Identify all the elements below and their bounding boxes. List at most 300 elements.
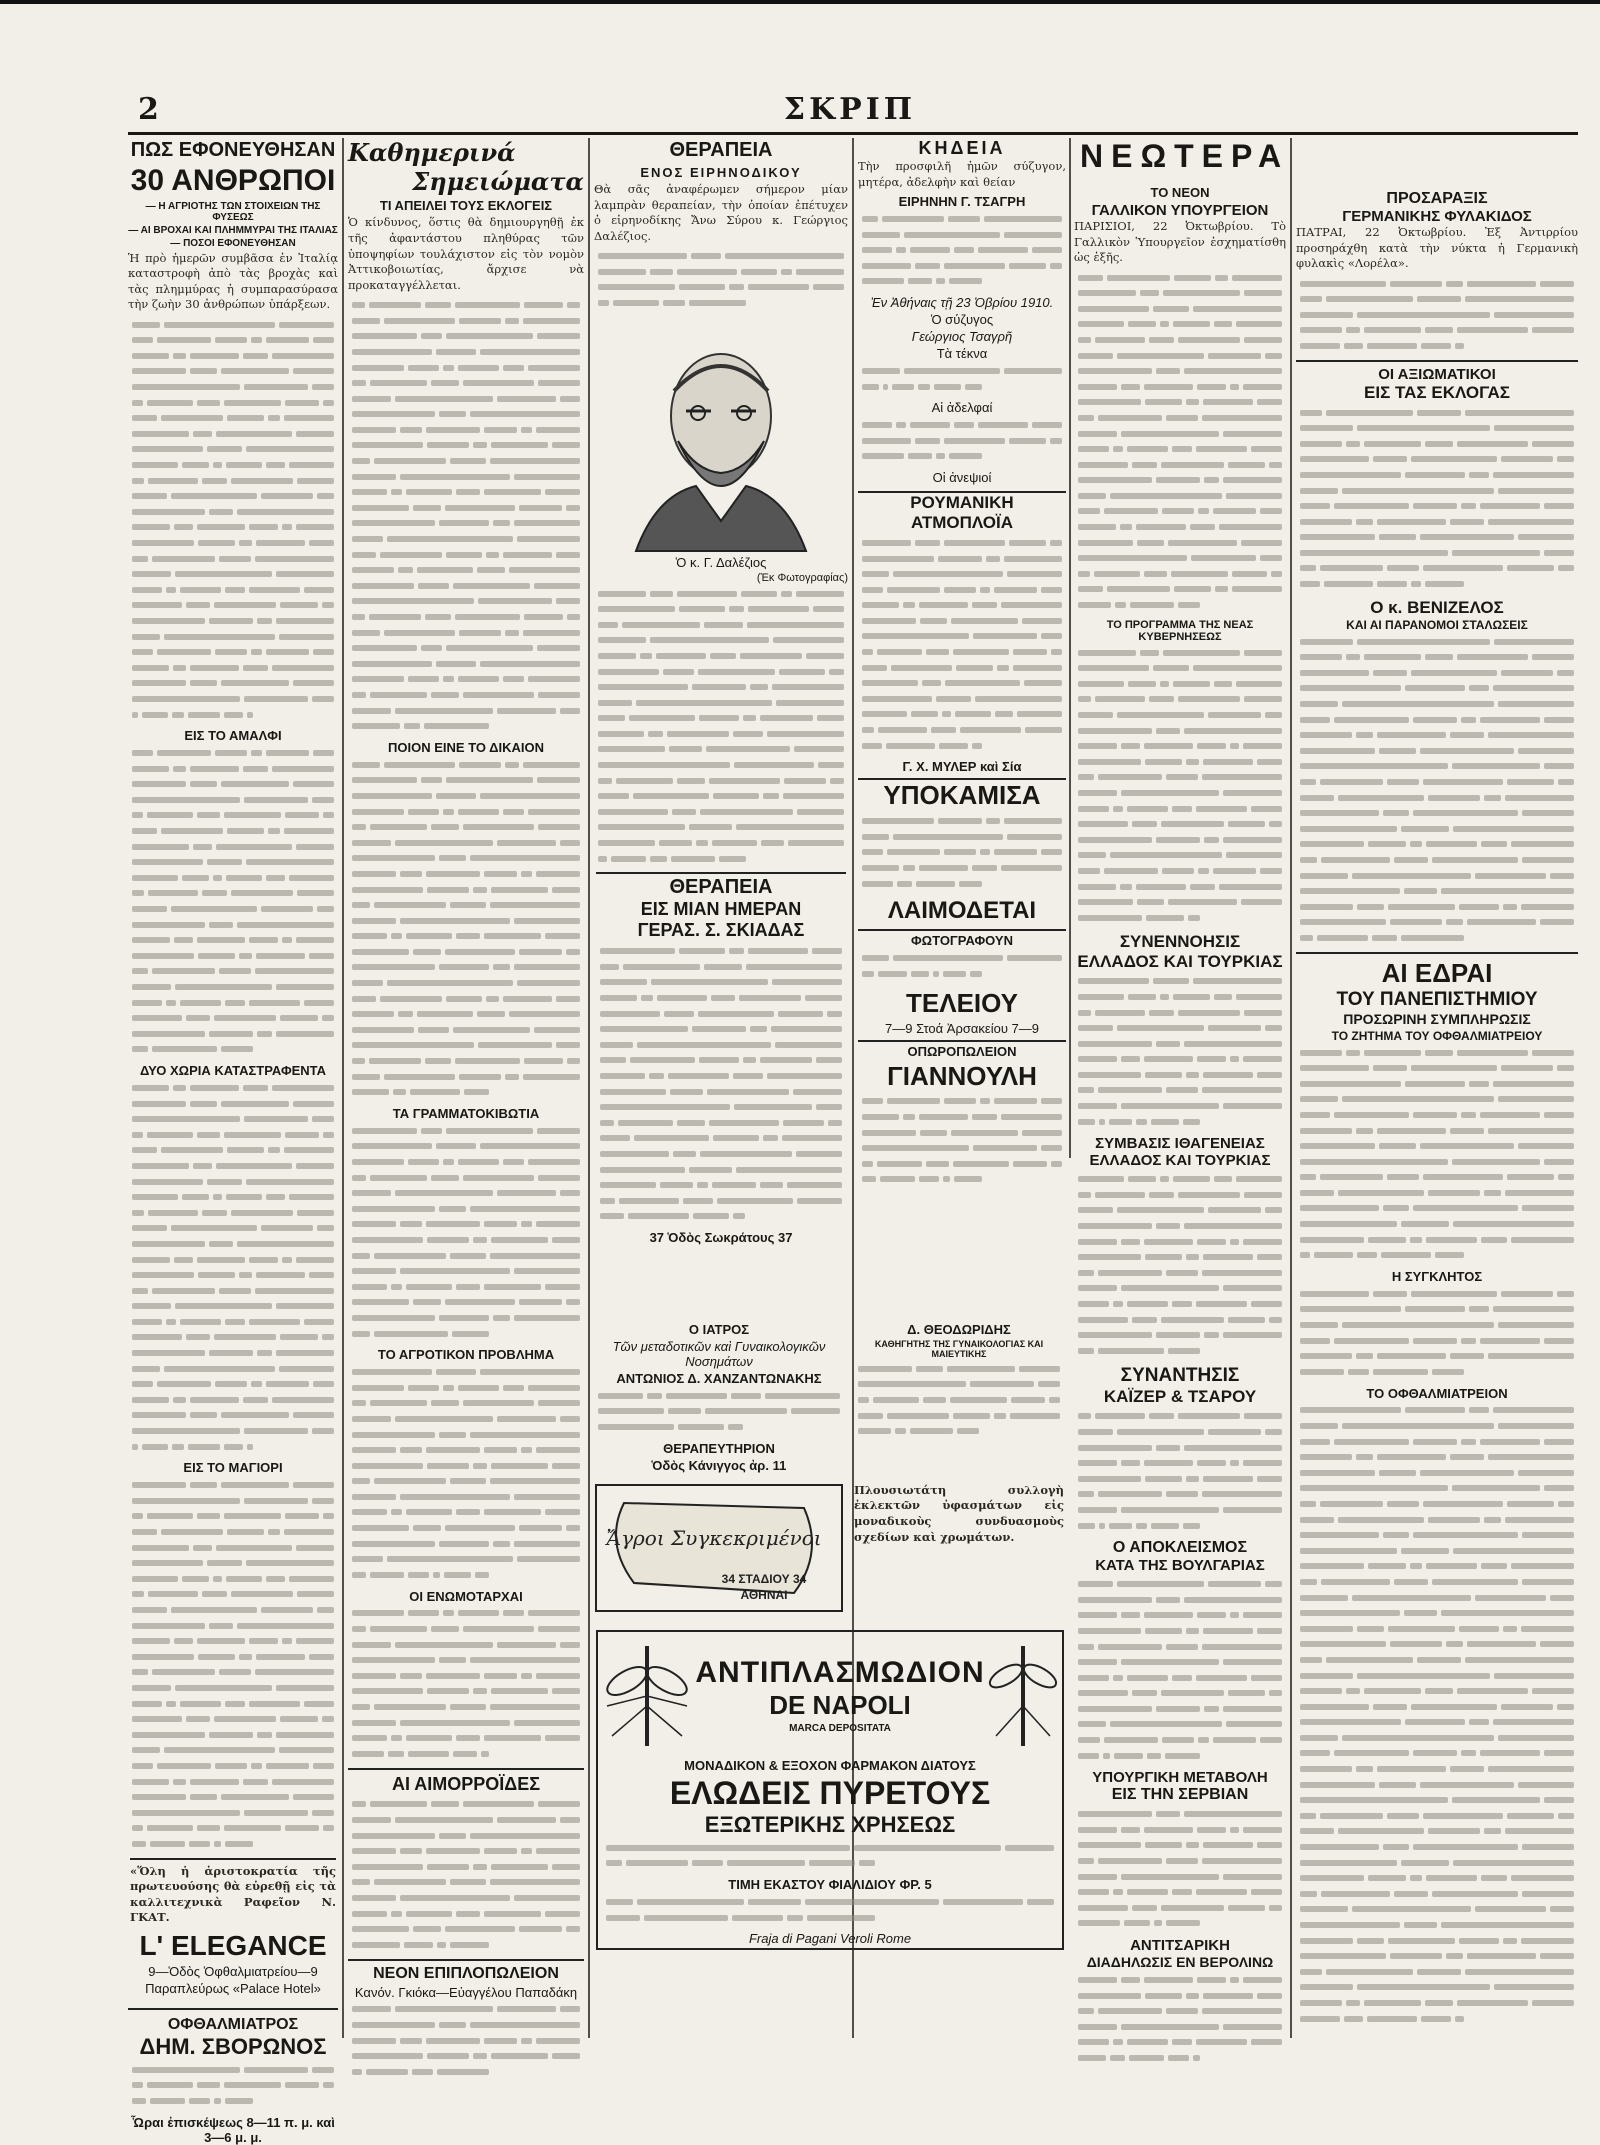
text-word xyxy=(132,509,205,515)
text-line xyxy=(1300,498,1574,514)
text-word xyxy=(1494,1984,1574,1990)
text-word xyxy=(490,458,580,464)
text-word xyxy=(1078,1628,1141,1634)
text-word xyxy=(1214,681,1232,687)
text-word xyxy=(1132,1905,1157,1911)
text-line xyxy=(600,1131,842,1147)
text-word xyxy=(427,887,469,893)
text-word xyxy=(312,797,334,803)
text-word xyxy=(276,1732,334,1738)
text-word xyxy=(261,906,313,912)
text-word xyxy=(1480,1112,1540,1118)
text-word xyxy=(352,1369,432,1375)
text-line xyxy=(352,297,580,313)
text-line xyxy=(1078,519,1282,535)
text-word xyxy=(484,871,517,877)
text-word xyxy=(862,1145,969,1151)
text-word xyxy=(251,1763,262,1769)
text-word xyxy=(1453,1221,1574,1227)
text-word xyxy=(1104,868,1158,874)
text-word xyxy=(1357,1984,1490,1990)
text-word xyxy=(1300,701,1338,707)
text-word xyxy=(132,2098,146,2104)
text-line xyxy=(1078,1052,1282,1068)
text-word xyxy=(1160,321,1169,327)
text-line xyxy=(862,363,1062,379)
text-word xyxy=(1153,665,1189,671)
text-word xyxy=(255,968,334,974)
section-heading: ΤΟ ΖΗΤΗΜΑ ΤΟΥ ΟΦΘΑΛΜΙΑΤΡΕΙΟΥ xyxy=(1331,1028,1543,1043)
text-word xyxy=(1373,670,1407,676)
text-word xyxy=(132,571,171,577)
text-word xyxy=(132,540,194,546)
text-word xyxy=(1078,2039,1109,2045)
text-word xyxy=(1507,1813,1555,1819)
text-word xyxy=(552,1688,580,1694)
text-line xyxy=(598,711,844,727)
text-word xyxy=(132,1732,205,1738)
text-line xyxy=(1300,1761,1574,1777)
ad-heading: ΦΩΤΟΓΡΑΦΟΥΝ xyxy=(911,933,1013,949)
text-line xyxy=(1078,597,1200,613)
text-word xyxy=(352,1416,391,1422)
text-line xyxy=(598,601,844,617)
text-word xyxy=(1005,1845,1054,1851)
text-word xyxy=(1193,978,1282,984)
text-word xyxy=(1232,571,1267,577)
text-word xyxy=(668,1073,728,1079)
text-word xyxy=(1230,1056,1240,1062)
text-word xyxy=(463,1801,534,1807)
text-word xyxy=(1166,774,1198,780)
text-word xyxy=(352,630,380,636)
text-word xyxy=(455,302,520,308)
text-word xyxy=(1078,1675,1109,1681)
text-line xyxy=(352,375,580,391)
text-word xyxy=(1121,1103,1219,1109)
text-line xyxy=(132,823,334,839)
text-word xyxy=(1127,446,1168,452)
text-word xyxy=(1078,2008,1094,2014)
text-word xyxy=(1166,1920,1200,1926)
text-word xyxy=(1300,1828,1334,1834)
text-word xyxy=(439,1315,489,1321)
text-word xyxy=(484,427,517,433)
text-word xyxy=(436,1369,476,1375)
text-word xyxy=(491,887,548,893)
portrait-engraving xyxy=(616,321,826,551)
text-word xyxy=(147,1132,193,1138)
text-word xyxy=(600,1073,645,1079)
text-line xyxy=(132,660,334,676)
text-word xyxy=(197,1132,220,1138)
text-word xyxy=(818,762,844,768)
text-word xyxy=(1505,795,1574,801)
text-line xyxy=(862,691,1062,707)
text-word xyxy=(132,1623,205,1629)
text-word xyxy=(858,1381,966,1387)
text-word xyxy=(887,587,940,593)
text-line xyxy=(862,211,1062,227)
text-word xyxy=(406,1735,452,1741)
text-word xyxy=(1078,1644,1094,1650)
text-word xyxy=(272,766,334,772)
text-word xyxy=(736,824,844,830)
text-word xyxy=(1480,1338,1540,1344)
text-word xyxy=(1300,488,1338,494)
text-word xyxy=(157,1381,211,1387)
text-line xyxy=(352,1489,580,1505)
text-word xyxy=(1078,1858,1094,1864)
geras-ad xyxy=(596,872,846,1249)
text-word xyxy=(1300,763,1448,769)
text-word xyxy=(1544,1439,1574,1445)
text-word xyxy=(1423,779,1502,785)
fabric-text: Πλουσιωτάτη συλλογὴ ἐκλεκτῶν ὑφασμάτων εἰς μοναδικοὺς συνδυασμοὺς σχεδίων καὶ χρωμάτων. xyxy=(854,1482,1064,1544)
text-word xyxy=(994,1098,1036,1104)
text-word xyxy=(1300,1953,1386,1959)
text-word xyxy=(1522,1844,1574,1850)
text-word xyxy=(352,1074,380,1080)
text-word xyxy=(1410,1563,1423,1569)
text-word xyxy=(323,400,334,406)
text-word xyxy=(132,1810,240,1816)
text-word xyxy=(1557,670,1574,676)
text-word xyxy=(1171,571,1229,577)
text-word xyxy=(1417,296,1461,302)
text-word xyxy=(1557,1291,1574,1297)
text-line xyxy=(1300,1637,1574,1653)
text-word xyxy=(1405,472,1465,478)
text-line xyxy=(1078,974,1282,990)
text-line xyxy=(1078,1036,1282,1052)
text-word xyxy=(748,948,808,954)
text-line xyxy=(132,745,334,761)
text-word xyxy=(436,793,476,799)
text-word xyxy=(663,669,694,675)
text-word xyxy=(132,2067,240,2073)
text-word xyxy=(497,2006,556,2012)
section-heading: ΕΙΣ ΤΗΝ ΣΕΡΒΙΑΝ xyxy=(1111,1786,1249,1804)
text-word xyxy=(1017,711,1062,717)
text-word xyxy=(370,692,427,698)
text-word xyxy=(244,384,309,390)
kideia-name: ΕΙΡΗΝΗΝ Γ. ΤΣΑΓΡΗ xyxy=(898,194,1026,210)
text-word xyxy=(1377,732,1446,738)
text-word xyxy=(463,1400,534,1406)
text-word xyxy=(445,505,516,511)
text-line xyxy=(1300,338,1464,354)
text-word xyxy=(132,1366,160,1372)
text-word xyxy=(1173,1176,1210,1182)
text-word xyxy=(1484,1517,1501,1523)
text-word xyxy=(352,2006,391,2012)
text-word xyxy=(514,1494,580,1500)
columns-3-4-lower xyxy=(594,1320,1066,1620)
text-word xyxy=(534,1027,580,1033)
text-word xyxy=(477,567,505,573)
text-word xyxy=(132,812,143,818)
text-word xyxy=(147,2082,193,2088)
text-word xyxy=(664,1011,694,1017)
text-line xyxy=(858,1408,1060,1424)
text-word xyxy=(1078,1348,1094,1354)
text-word xyxy=(503,1159,524,1165)
text-word xyxy=(761,840,784,846)
text-word xyxy=(197,400,220,406)
text-block xyxy=(352,1123,580,1341)
text-line xyxy=(862,274,982,290)
text-word xyxy=(243,1779,268,1785)
text-block xyxy=(1300,405,1574,592)
text-word xyxy=(1078,508,1100,514)
text-word xyxy=(1320,1813,1384,1819)
text-word xyxy=(1544,1750,1574,1756)
text-word xyxy=(1334,1750,1409,1756)
text-word xyxy=(926,1161,949,1167)
text-word xyxy=(1300,1190,1334,1196)
text-block xyxy=(606,1894,1054,1925)
text-word xyxy=(830,778,844,784)
text-word xyxy=(463,1626,534,1632)
text-word xyxy=(1465,1969,1574,1975)
text-block xyxy=(1300,1045,1574,1263)
text-word xyxy=(1372,935,1397,941)
text-word xyxy=(519,1299,561,1305)
text-line xyxy=(352,562,580,578)
text-word xyxy=(1511,1237,1575,1243)
text-word xyxy=(417,567,474,573)
text-line xyxy=(1078,1748,1200,1764)
text-line xyxy=(352,407,580,423)
text-word xyxy=(1172,1301,1192,1307)
text-word xyxy=(384,318,455,324)
text-word xyxy=(972,743,982,749)
text-word xyxy=(132,1654,194,1660)
text-line xyxy=(132,1026,334,1042)
text-word xyxy=(1300,1065,1369,1071)
text-word xyxy=(174,937,193,943)
text-line xyxy=(352,1536,580,1552)
ad-manufacturer: Fraja di Pagani Veroli Rome xyxy=(748,1931,912,1947)
text-word xyxy=(132,353,169,359)
text-word xyxy=(521,1673,532,1679)
text-word xyxy=(221,781,289,787)
text-word xyxy=(828,1120,842,1126)
text-word xyxy=(1178,1192,1241,1198)
text-word xyxy=(741,269,777,275)
text-line xyxy=(600,1099,842,1115)
text-word xyxy=(213,462,222,468)
text-line xyxy=(862,433,1062,449)
text-word xyxy=(1038,1381,1060,1387)
text-line xyxy=(1078,1654,1282,1670)
text-word xyxy=(1420,1782,1514,1788)
text-word xyxy=(427,1237,469,1243)
text-word xyxy=(426,871,481,877)
ad-top-row xyxy=(602,1636,1058,1756)
text-word xyxy=(412,2069,433,2075)
text-word xyxy=(1420,534,1514,540)
lower-ads-row xyxy=(594,1320,1066,1475)
text-word xyxy=(1505,1190,1574,1196)
text-word xyxy=(1453,1548,1574,1554)
text-word xyxy=(1013,665,1062,671)
text-word xyxy=(1300,639,1353,645)
text-word xyxy=(862,696,932,702)
text-line xyxy=(352,1474,580,1490)
text-word xyxy=(1078,1119,1095,1125)
text-word xyxy=(1364,2000,1420,2006)
text-word xyxy=(862,743,882,749)
text-word xyxy=(505,630,519,636)
text-word xyxy=(352,1299,409,1305)
text-line xyxy=(1300,1808,1574,1824)
text-word xyxy=(309,953,334,959)
text-word xyxy=(249,524,278,530)
text-word xyxy=(1507,1174,1555,1180)
text-word xyxy=(237,509,334,515)
text-word xyxy=(190,1779,240,1785)
text-word xyxy=(1446,281,1463,287)
text-word xyxy=(1078,1612,1117,1618)
text-word xyxy=(1540,919,1574,925)
text-word xyxy=(713,793,759,799)
text-word xyxy=(1498,701,1574,707)
text-word xyxy=(1342,488,1494,494)
text-word xyxy=(352,809,404,815)
kideia-date: Ἐν Ἀθήναις τῇ 23 Ὀβρίου 1910. xyxy=(870,295,1054,311)
text-word xyxy=(243,665,268,671)
text-word xyxy=(862,232,900,238)
text-word xyxy=(1203,399,1253,405)
text-word xyxy=(765,1393,840,1399)
text-word xyxy=(1161,1690,1224,1696)
text-word xyxy=(1078,540,1133,546)
text-word xyxy=(1423,1813,1502,1819)
text-word xyxy=(219,556,251,562)
text-line xyxy=(1300,276,1574,292)
text-word xyxy=(224,2082,281,2088)
text-word xyxy=(1009,540,1046,546)
text-word xyxy=(1300,1252,1310,1258)
text-word xyxy=(1203,1628,1253,1634)
text-word xyxy=(1300,1875,1364,1881)
text-line xyxy=(600,990,842,1006)
text-word xyxy=(598,1424,674,1430)
text-word xyxy=(660,1182,693,1188)
text-line xyxy=(132,2062,334,2078)
text-line xyxy=(1300,1333,1574,1349)
text-word xyxy=(352,1089,389,1095)
text-word xyxy=(1078,1523,1095,1529)
text-line xyxy=(1300,1232,1574,1248)
text-line xyxy=(1300,1590,1574,1606)
text-word xyxy=(743,715,756,721)
text-line xyxy=(1300,665,1574,681)
text-word xyxy=(956,665,993,671)
text-line xyxy=(1300,1792,1574,1808)
text-word xyxy=(157,649,211,655)
text-word xyxy=(190,766,240,772)
text-word xyxy=(388,1751,404,1757)
text-word xyxy=(1078,1889,1109,1895)
text-word xyxy=(225,1000,245,1006)
text-word xyxy=(1300,565,1316,571)
text-word xyxy=(862,602,899,608)
text-word xyxy=(942,711,951,717)
text-word xyxy=(247,1444,253,1450)
text-word xyxy=(1558,1813,1574,1819)
text-word xyxy=(1078,1317,1128,1323)
text-line xyxy=(132,457,334,473)
text-word xyxy=(1405,1407,1465,1413)
text-word xyxy=(1540,1953,1574,1959)
text-word xyxy=(312,1116,334,1122)
text-word xyxy=(978,247,1028,253)
text-line xyxy=(1078,582,1282,598)
text-word xyxy=(1505,1517,1574,1523)
text-word xyxy=(1532,2000,1574,2006)
text-word xyxy=(172,712,185,718)
text-word xyxy=(384,762,455,768)
text-word xyxy=(215,649,247,655)
text-word xyxy=(132,1794,186,1800)
text-word xyxy=(1172,446,1192,452)
text-word xyxy=(1452,550,1541,556)
text-line xyxy=(132,1267,334,1283)
text-word xyxy=(1373,1369,1427,1375)
text-word xyxy=(352,871,396,877)
text-word xyxy=(1544,1159,1574,1165)
text-word xyxy=(916,881,955,887)
text-word xyxy=(418,1027,449,1033)
text-word xyxy=(1522,1205,1574,1211)
text-word xyxy=(1417,1657,1461,1663)
text-word xyxy=(1457,2000,1528,2006)
text-word xyxy=(221,1794,289,1800)
text-word xyxy=(560,2006,580,2012)
text-word xyxy=(537,1128,580,1134)
text-word xyxy=(1300,1439,1330,1445)
text-word xyxy=(1149,1413,1174,1419)
text-word xyxy=(384,1074,455,1080)
text-line xyxy=(862,738,982,754)
text-line xyxy=(1078,1343,1200,1359)
text-word xyxy=(1121,1827,1140,1833)
text-word xyxy=(1498,488,1574,494)
text-word xyxy=(400,1673,422,1679)
text-word xyxy=(132,1350,205,1356)
text-word xyxy=(552,1864,580,1870)
ad-title: ΑΝΤΙΠΛΑΣΜΩΔΙΟΝ xyxy=(695,1656,985,1689)
text-word xyxy=(1426,1563,1477,1569)
romanian-line-ad xyxy=(858,491,1066,774)
text-word xyxy=(817,715,844,721)
text-word xyxy=(352,902,370,908)
text-word xyxy=(1183,1119,1200,1125)
text-word xyxy=(1144,1827,1192,1833)
ad-heading: Ο ΙΑΤΡΟΣ xyxy=(688,1322,750,1337)
text-word xyxy=(1078,2055,1106,2061)
text-word xyxy=(1078,1103,1117,1109)
text-line xyxy=(1300,1559,1574,1575)
text-word xyxy=(1488,1128,1574,1134)
text-word xyxy=(1425,654,1453,660)
text-word xyxy=(1208,1025,1260,1031)
text-word xyxy=(443,809,453,815)
text-word xyxy=(1314,1252,1354,1258)
